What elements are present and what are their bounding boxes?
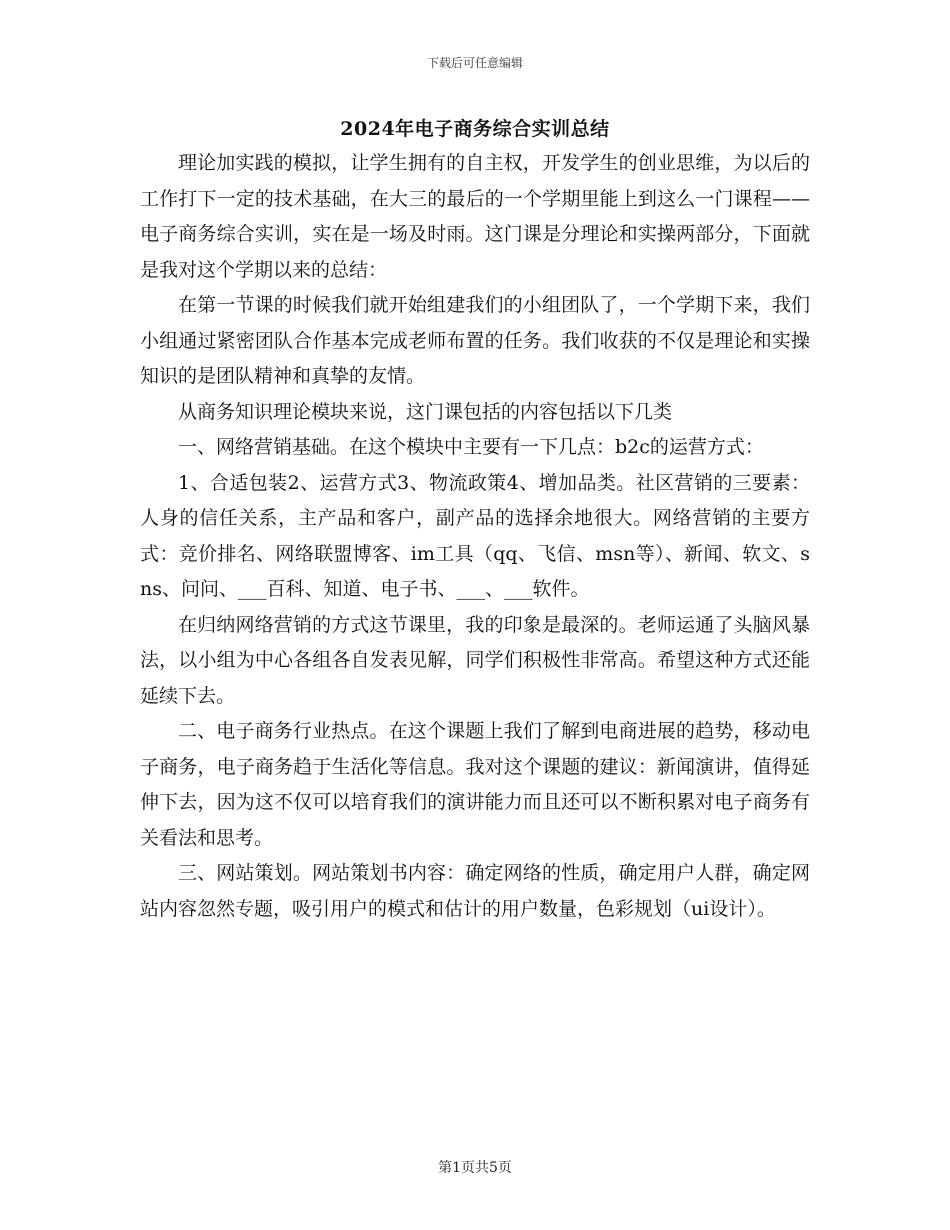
paragraph-section-1: 一、网络营销基础。在这个模块中主要有一下几点：b2c的运营方式： bbox=[178, 436, 764, 458]
paragraph-brainstorm: 在归纳网络营销的方式这节课里，我的印象是最深的。老师运通了头脑风暴法，以小组为中心各组各自发表见解，同学们积极性非常高。希望这种方式还能延续下去。 bbox=[140, 613, 810, 707]
document-title: 2024年电子商务综合实训总结 bbox=[340, 118, 610, 140]
paragraph-marketing-methods: 1、合适包装2、运营方式3、物流政策4、增加品类。社区营销的三要素：人身的信任关系，主产品和客户，副产品的选择余地很大。网络营销的主要方式：竞价排名、网络联盟博客、im工具（qq、飞信、msn等）、新闻、软文、sns、问问、___百科、知道、电子书、___、___软件。 bbox=[140, 471, 810, 600]
paragraph-theory-overview: 从商务知识理论模块来说，这门课包括的内容包括以下几类 bbox=[178, 400, 673, 423]
paragraph-section-2: 二、电子商务行业热点。在这个课题上我们了解到电商进展的趋势，移动电子商务，电子商务趋于生活化等信息。我对这个课题的建议：新闻演讲，值得延伸下去，因为这不仅可以培育我们的演讲能力而且还可以不断积累对电子商务有关看法和思考。 bbox=[140, 720, 810, 849]
paragraph-section-3: 三、网站策划。网站策划书内容：确定网络的性质，确定用户人群，确定网站内容忽然专题，吸引用户的模式和估计的用户数量，色彩规划（ui设计）。 bbox=[140, 862, 810, 920]
paragraph-intro: 理论加实践的模拟，让学生拥有的自主权，开发学生的创业思维，为以后的工作打下一定的技术基础，在大三的最后的一个学期里能上到这么一门课程——电子商务综合实训，实在是一场及时雨。这门课是分理论和实操两部分，下面就是我对这个学期以来的总结： bbox=[140, 152, 810, 281]
document-body bbox=[140, 146, 810, 927]
paragraph-team: 在第一节课的时候我们就开始组建我们的小组团队了，一个学期下来，我们小组通过紧密团队合作基本完成老师布置的任务。我们收获的不仅是理论和实操知识的是团队精神和真挚的友情。 bbox=[140, 294, 810, 387]
page-footer-number: 第1页共5页 bbox=[438, 1160, 512, 1176]
page-header-note: 下载后可任意编辑 bbox=[426, 56, 523, 70]
